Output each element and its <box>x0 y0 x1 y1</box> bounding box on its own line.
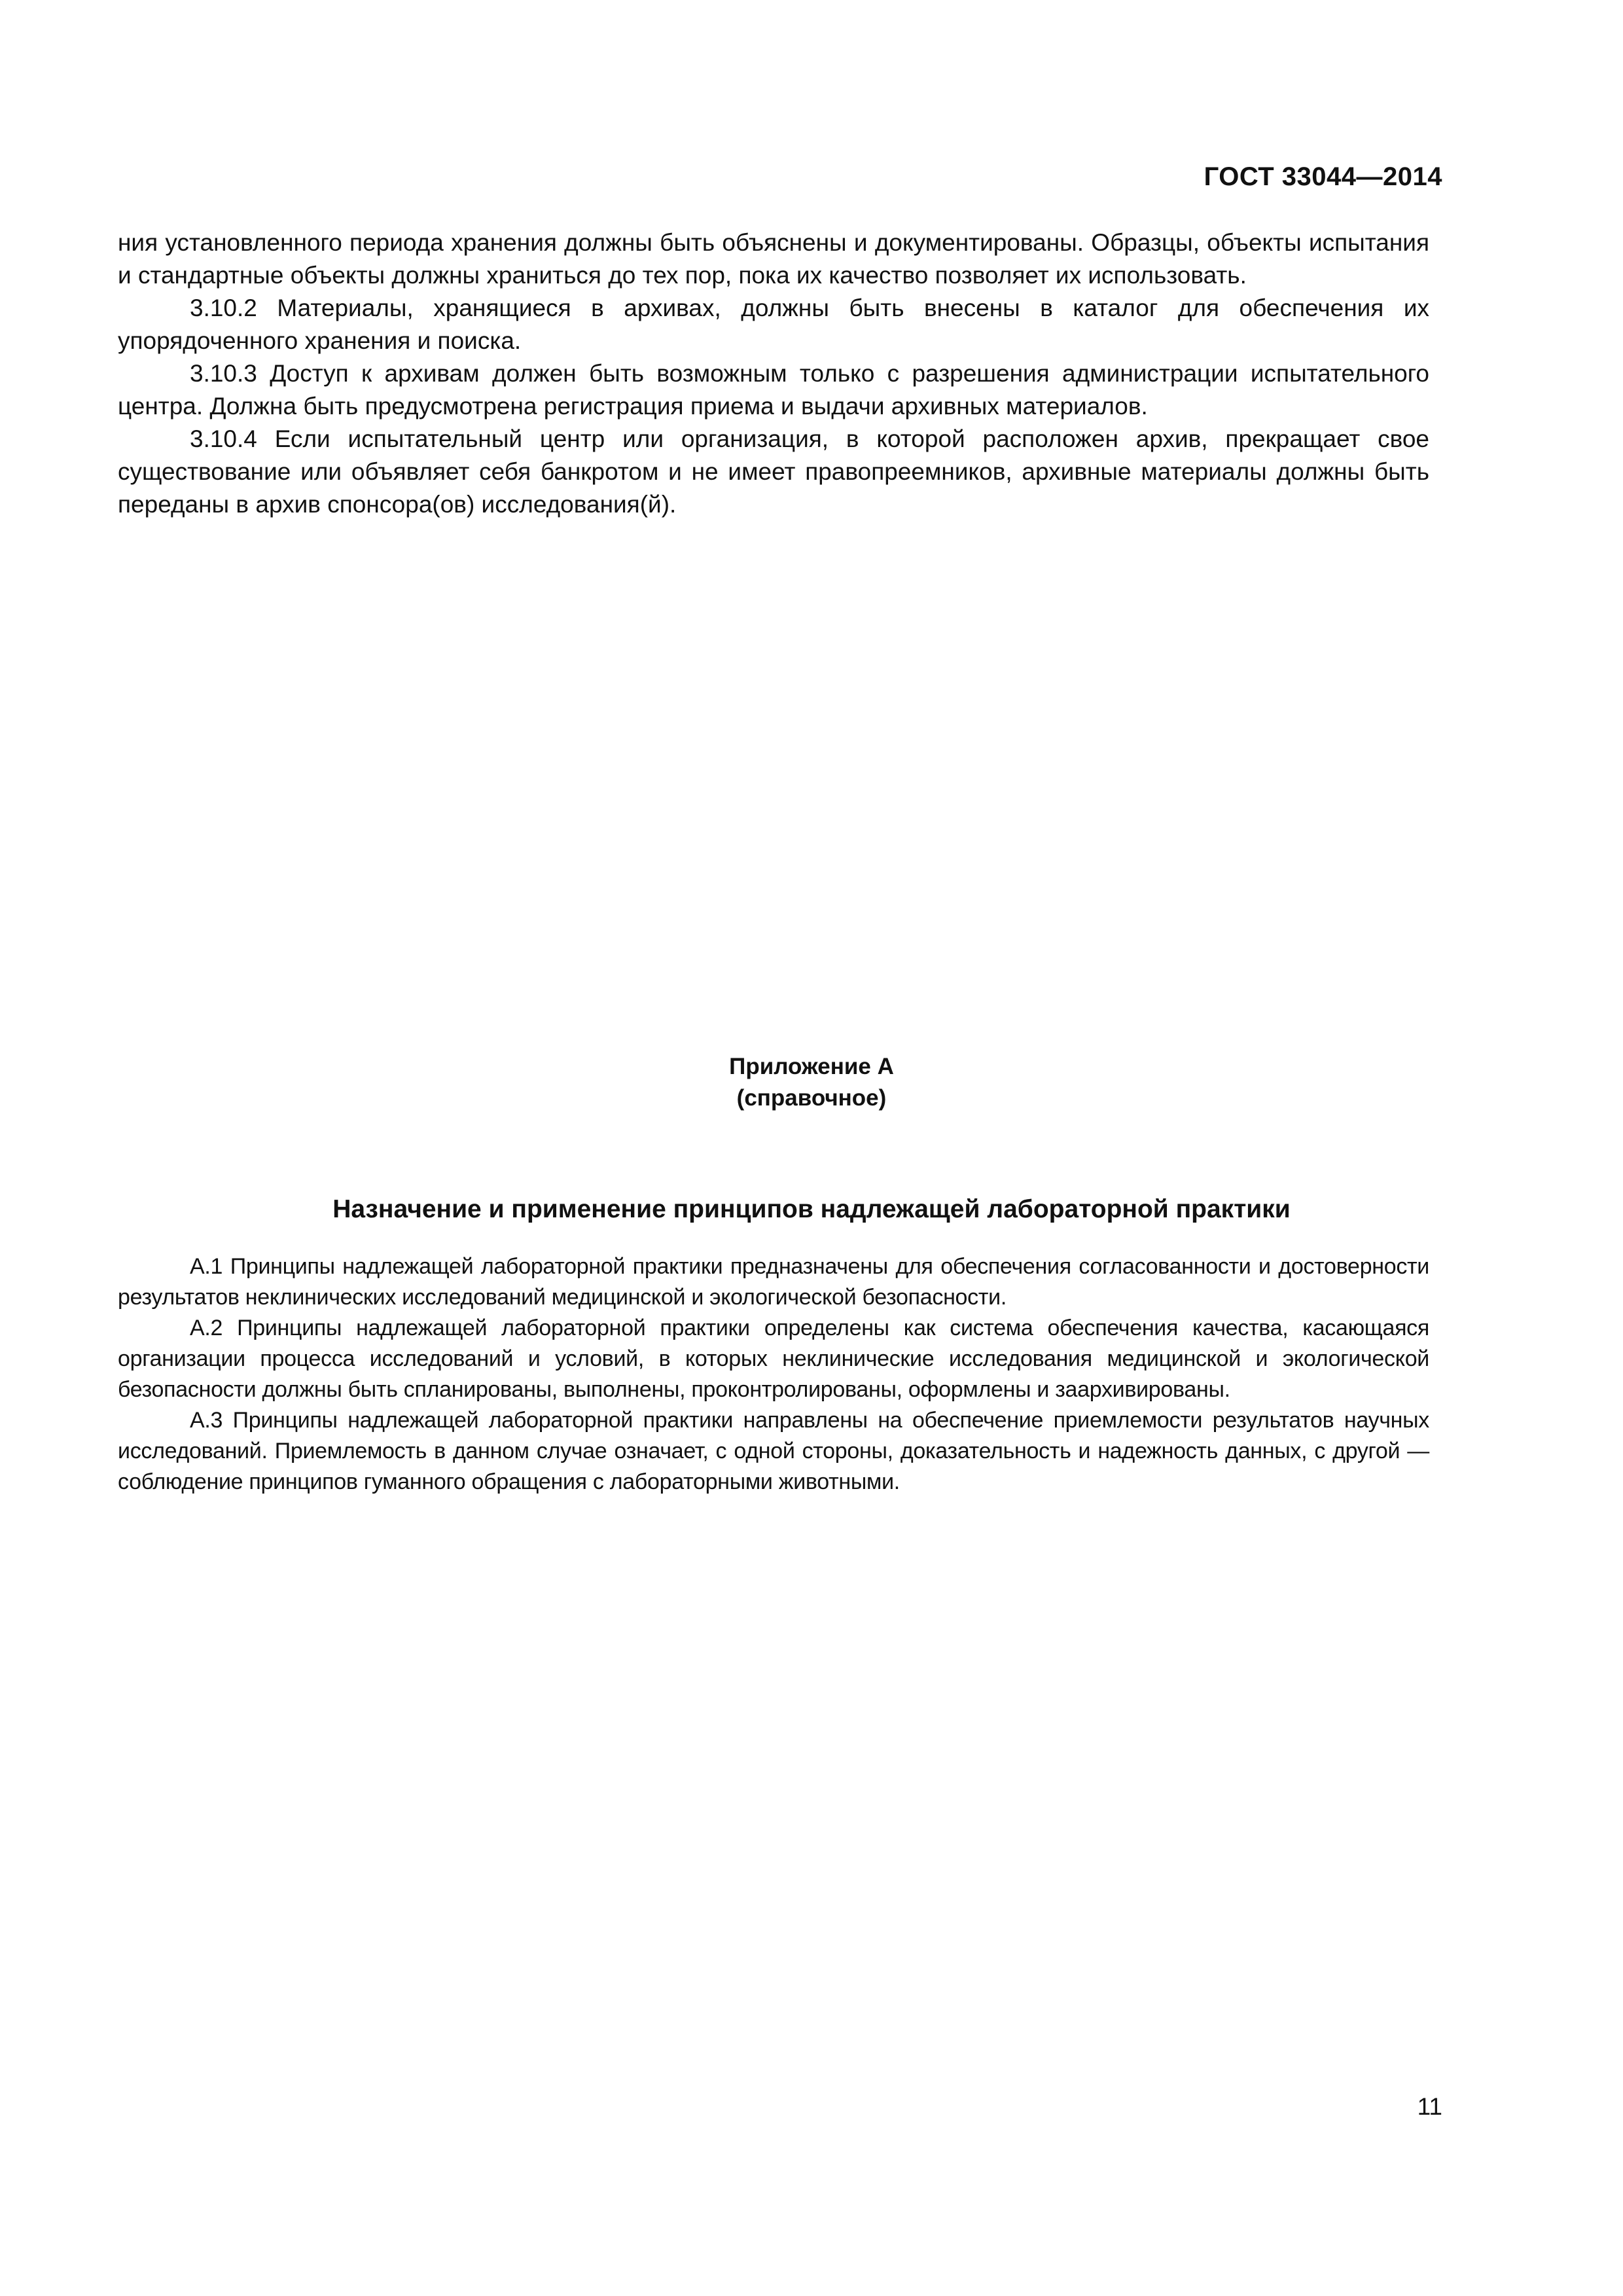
section-3-10-text <box>118 226 1429 521</box>
appendix-title: Назначение и применение принципов надлежащей лабораторной практики <box>332 1195 1291 1223</box>
paragraph-3-10-3: 3.10.3 Доступ к архивам должен быть возможным только с разрешения администрации испытательного центра. Должна быть предусмотрена регистрация приема и выдачи архивных материалов. <box>118 360 1429 420</box>
paragraph-continuation: ния установленного периода хранения должны быть объяснены и документированы. Образцы, объекты испытания и стандартные объекты должны храниться до тех пор, пока их качество позволяет их использовать. <box>118 229 1429 289</box>
paragraph-a-2: А.2 Принципы надлежащей лабораторной практики определены как система обеспечения качества, касающаяся организации процесса исследований и условий, в которых неклинические исследования медицинской и экологической безопасности должны быть спланированы, выполнены, проконтролированы, оформлены и заархивированы. <box>118 1316 1429 1402</box>
appendix-heading <box>0 1051 1623 1114</box>
appendix-text <box>118 1251 1429 1498</box>
paragraph-3-10-4: 3.10.4 Если испытательный центр или организация, в которой расположен архив, прекращает свое существование или объявляет себя банкротом и не имеет правопреемников, архивные материалы должны быть переданы в архив спонсора(ов) исследования(й). <box>118 425 1429 518</box>
document-code-header: ГОСТ 33044—2014 <box>1204 162 1442 191</box>
page-number: 11 <box>1417 2093 1442 2120</box>
appendix-label: Приложение А <box>729 1054 894 1079</box>
paragraph-3-10-2: 3.10.2 Материалы, хранящиеся в архивах, должны быть внесены в каталог для обеспечения их упорядоченного хранения и поиска. <box>118 295 1429 354</box>
appendix-kind: (справочное) <box>736 1085 887 1111</box>
paragraph-a-1: А.1 Принципы надлежащей лабораторной практики предназначены для обеспечения согласованности и достоверности результатов неклинических исследований медицинской и экологической безопасности. <box>118 1254 1429 1310</box>
paragraph-a-3: А.3 Принципы надлежащей лабораторной практики направлены на обеспечение приемлемости результатов научных исследований. Приемлемость в данном случае означает, с одной стороны, доказательность и надежность данных, с другой — соблюдение принципов гуманного обращения с лабораторными животными. <box>118 1408 1429 1494</box>
